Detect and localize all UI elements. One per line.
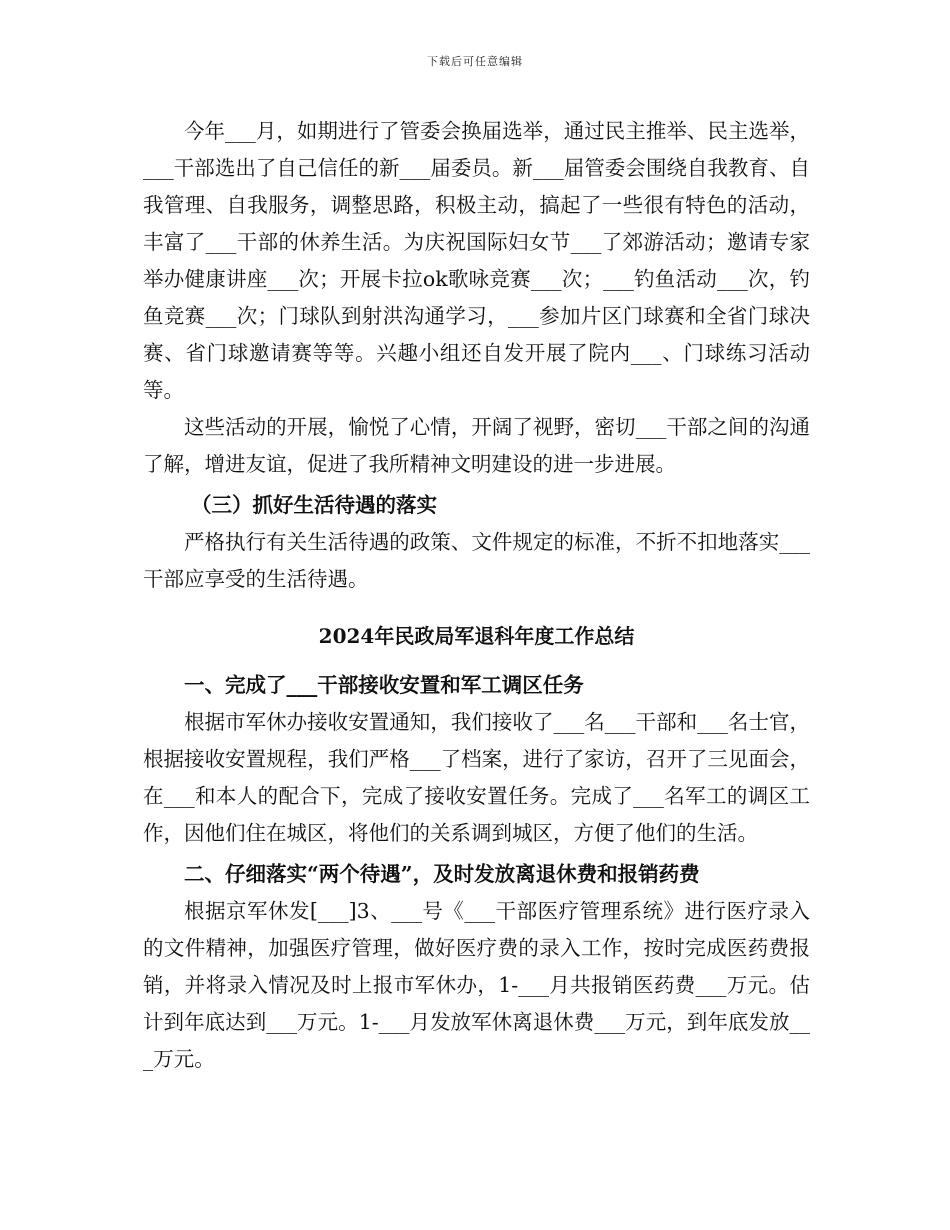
paragraph-activities-effect: 这些活动的开展，愉悦了心情，开阔了视野，密切___干部之间的沟通了解，增进友谊，促进了我所精神文明建设的进一步进展。 [143,415,810,476]
paragraph-living-benefits: 严格执行有关生活待遇的政策、文件规定的标准，不折不扣地落实___干部应享受的生活待遇。 [143,530,810,591]
section-heading-two-benefits: 二、仔细落实“两个待遇”，及时发放离退休费和报销药费 [184,862,700,886]
section-heading-reception: 一、完成了___干部接收安置和军工调区任务 [184,673,584,697]
paragraph-medical-expenses: 根据京军休发[___]3、___号《___干部医疗管理系统》进行医疗录入的文件精神，加强医疗管理，做好医疗费的录入工作，按时完成医药费报销，并将录入情况及时上报市军休办，1-___月共报销医药费___万元。估计到年底达到___万元。1-___月发放军休离退休费___万元，到年底发放___万元。 [143,899,810,1071]
document-title: 2024年民政局军退科年度工作总结 [318,624,635,648]
paragraph-reception: 根据市军休办接收安置通知，我们接收了___名___干部和___名士官，根据接收安置规程，我们严格___了档案，进行了家访，召开了三见面会，在___和本人的配合下，完成了接收安置任务。完成了___名军工的调区工作，因他们住在城区，将他们的关系调到城区，方便了他们的生活。 [143,710,810,845]
page-header: 下载后可任意编辑 [427,55,523,68]
section-heading-living-benefits: （三）抓好生活待遇的落实 [191,493,437,517]
paragraph-activities: 今年___月，如期进行了管委会换届选举，通过民主推举、民主选举，___干部选出了自己信任的新___届委员。新___届管委会围绕自我教育、自我管理、自我服务，调整思路，积极主动，搞起了一些很有特色的活动，丰富了___干部的休养生活。为庆祝国际妇女节___了郊游活动；邀请专家举办健康讲座___次；开展卡拉ok歌咏竞赛___次；___钓鱼活动___次，钓鱼竞赛___次；门球队到射洪沟通学习，___参加片区门球赛和全省门球决赛、省门球邀请赛等等。兴趣小组还自发开展了院内___、门球练习活动等。 [143,119,810,402]
document-body [143,113,810,1078]
